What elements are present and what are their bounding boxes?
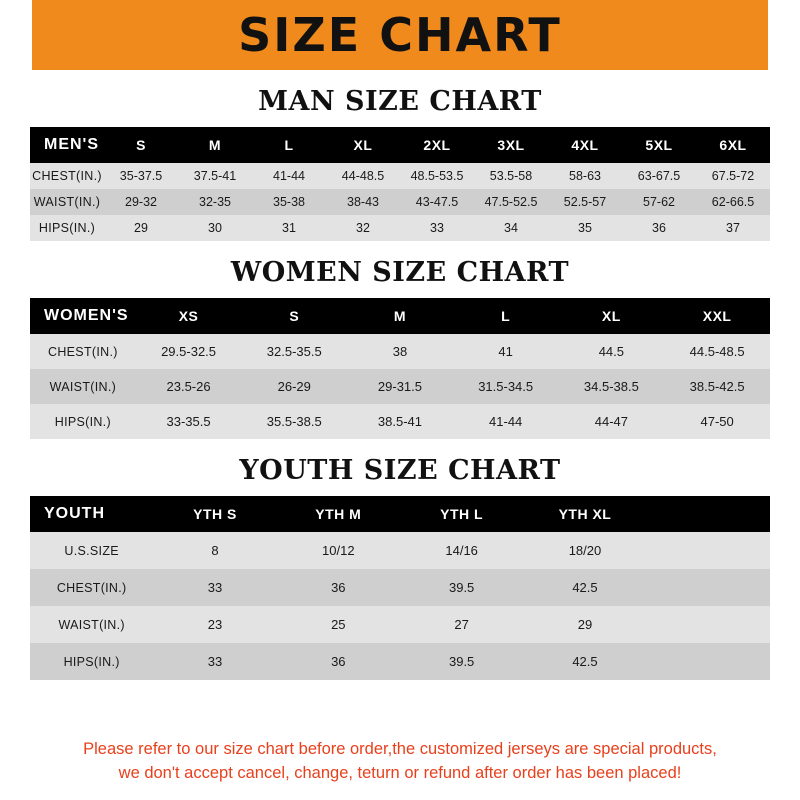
table-header-row: [30, 127, 770, 163]
women-size-section: [0, 241, 800, 439]
column-header-s: S: [241, 298, 347, 334]
cell: 37: [696, 215, 770, 241]
cell: 35-37.5: [104, 163, 178, 189]
cell: 38: [347, 334, 453, 369]
cell: 29: [523, 606, 646, 643]
footer-disclaimer: [0, 729, 800, 800]
men-size-table: [30, 127, 770, 241]
cell: 44-48.5: [326, 163, 400, 189]
cell: 32.5-35.5: [241, 334, 347, 369]
cell: 34.5-38.5: [559, 369, 665, 404]
cell: 33: [153, 569, 276, 606]
column-header-yth-l: YTH L: [400, 496, 523, 532]
cell: 63-67.5: [622, 163, 696, 189]
cell: 39.5: [400, 643, 523, 680]
column-header-xl: XL: [326, 127, 400, 163]
cell: [647, 532, 770, 569]
cell: 33-35.5: [136, 404, 242, 439]
cell: 36: [277, 569, 400, 606]
men-section-title: MAN SIZE CHART: [258, 86, 542, 117]
table-row: [30, 532, 770, 569]
column-header-yth-xl: YTH XL: [523, 496, 646, 532]
footer-line-1: Please refer to our size chart before order,the customized jerseys are special products,: [83, 739, 717, 758]
cell: 53.5-58: [474, 163, 548, 189]
column-header-empty: [647, 496, 770, 532]
column-header-6xl: 6XL: [696, 127, 770, 163]
column-header-l: L: [453, 298, 559, 334]
men-size-section: [0, 70, 800, 241]
row-label-chest: CHEST(IN.): [30, 163, 104, 189]
cell: 33: [400, 215, 474, 241]
cell: 42.5: [523, 643, 646, 680]
column-header-yth-m: YTH M: [277, 496, 400, 532]
cell: 67.5-72: [696, 163, 770, 189]
cell: 31: [252, 215, 326, 241]
row-label-waist: WAIST(IN.): [30, 606, 153, 643]
cell: 47.5-52.5: [474, 189, 548, 215]
cell: 35: [548, 215, 622, 241]
table-row: [30, 369, 770, 404]
cell: 32-35: [178, 189, 252, 215]
cell: 43-47.5: [400, 189, 474, 215]
footer-line-2: we don't accept cancel, change, teturn or refund after order has been placed!: [118, 764, 682, 783]
cell: 30: [178, 215, 252, 241]
cell: 47-50: [664, 404, 770, 439]
table-row: [30, 643, 770, 680]
cell: 38.5-42.5: [664, 369, 770, 404]
cell: 44-47: [559, 404, 665, 439]
cell: 14/16: [400, 532, 523, 569]
cell: 36: [622, 215, 696, 241]
cell: [647, 569, 770, 606]
row-label-waist: WAIST(IN.): [30, 189, 104, 215]
cell: 41: [453, 334, 559, 369]
cell: 27: [400, 606, 523, 643]
column-header-m: M: [347, 298, 453, 334]
column-header-3xl: 3XL: [474, 127, 548, 163]
cell: 23: [153, 606, 276, 643]
column-header-l: L: [252, 127, 326, 163]
cell: 29: [104, 215, 178, 241]
row-label-waist: WAIST(IN.): [30, 369, 136, 404]
table-row: [30, 163, 770, 189]
cell: 38-43: [326, 189, 400, 215]
row-label-hips: HIPS(IN.): [30, 215, 104, 241]
table-row: [30, 189, 770, 215]
row-label-chest: CHEST(IN.): [30, 334, 136, 369]
cell: 39.5: [400, 569, 523, 606]
cell: 10/12: [277, 532, 400, 569]
cell: 32: [326, 215, 400, 241]
cell: 44.5: [559, 334, 665, 369]
table-header-row: [30, 496, 770, 532]
column-header-men: MEN'S: [30, 127, 104, 163]
cell: 35-38: [252, 189, 326, 215]
women-section-title: WOMEN SIZE CHART: [230, 257, 570, 288]
column-header-5xl: 5XL: [622, 127, 696, 163]
row-label-hips: HIPS(IN.): [30, 404, 136, 439]
column-header-xxl: XXL: [664, 298, 770, 334]
cell: 25: [277, 606, 400, 643]
youth-size-table: [30, 496, 770, 680]
row-label-us-size: U.S.SIZE: [30, 532, 153, 569]
cell: [647, 606, 770, 643]
cell: 29.5-32.5: [136, 334, 242, 369]
cell: 36: [277, 643, 400, 680]
cell: 57-62: [622, 189, 696, 215]
cell: 52.5-57: [548, 189, 622, 215]
row-label-chest: CHEST(IN.): [30, 569, 153, 606]
table-row: [30, 606, 770, 643]
cell: 29-32: [104, 189, 178, 215]
women-size-table: [30, 298, 770, 439]
cell: 42.5: [523, 569, 646, 606]
column-header-yth-s: YTH S: [153, 496, 276, 532]
table-row: [30, 334, 770, 369]
column-header-womens: WOMEN'S: [30, 298, 136, 334]
table-header-row: [30, 298, 770, 334]
cell: 48.5-53.5: [400, 163, 474, 189]
column-header-m: M: [178, 127, 252, 163]
cell: 33: [153, 643, 276, 680]
cell: 34: [474, 215, 548, 241]
cell: 41-44: [252, 163, 326, 189]
cell: 23.5-26: [136, 369, 242, 404]
cell: 35.5-38.5: [241, 404, 347, 439]
column-header-xs: XS: [136, 298, 242, 334]
column-header-xl: XL: [559, 298, 665, 334]
row-label-hips: HIPS(IN.): [30, 643, 153, 680]
table-row: [30, 404, 770, 439]
banner: [0, 0, 800, 70]
column-header-2xl: 2XL: [400, 127, 474, 163]
cell: 31.5-34.5: [453, 369, 559, 404]
youth-size-section: [0, 439, 800, 680]
column-header-youth: YOUTH: [30, 496, 153, 532]
cell: [647, 643, 770, 680]
cell: 62-66.5: [696, 189, 770, 215]
cell: 38.5-41: [347, 404, 453, 439]
table-row: [30, 215, 770, 241]
cell: 29-31.5: [347, 369, 453, 404]
table-row: [30, 569, 770, 606]
cell: 41-44: [453, 404, 559, 439]
page-title: SIZE CHART: [238, 8, 562, 62]
cell: 44.5-48.5: [664, 334, 770, 369]
cell: 26-29: [241, 369, 347, 404]
column-header-4xl: 4XL: [548, 127, 622, 163]
cell: 37.5-41: [178, 163, 252, 189]
column-header-s: S: [104, 127, 178, 163]
youth-section-title: YOUTH SIZE CHART: [239, 455, 561, 486]
cell: 58-63: [548, 163, 622, 189]
cell: 18/20: [523, 532, 646, 569]
cell: 8: [153, 532, 276, 569]
